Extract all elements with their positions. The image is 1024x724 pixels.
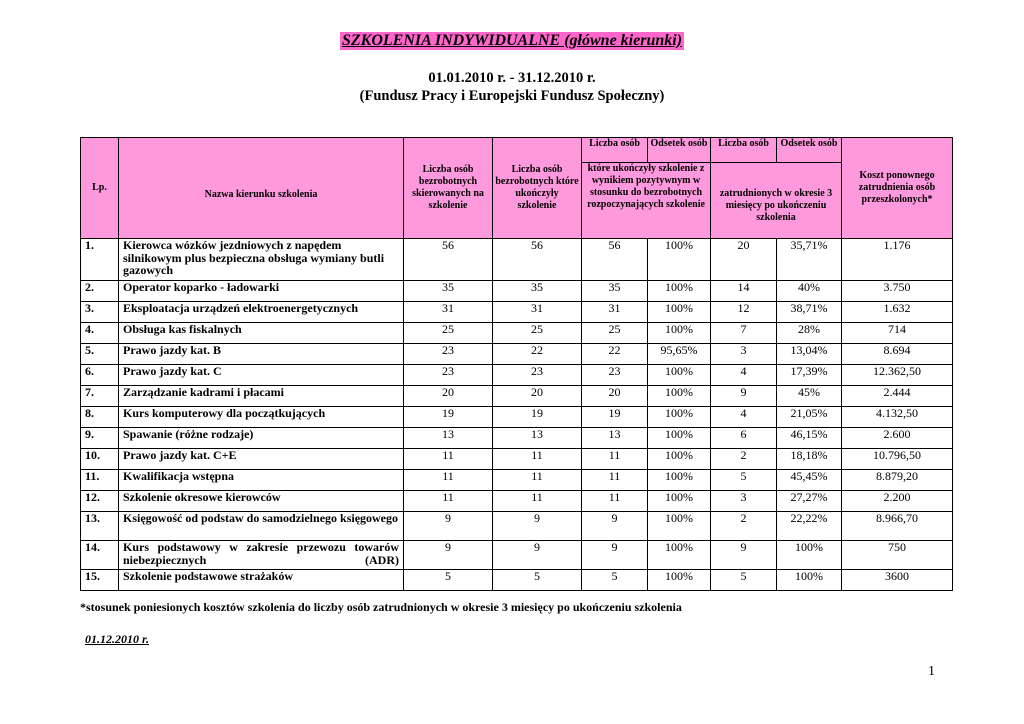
row-employed-pct: 17,39% <box>777 365 842 386</box>
row-positive: 25 <box>582 323 648 344</box>
row-employed-pct: 13,04% <box>777 344 842 365</box>
row-referred: 31 <box>404 302 493 323</box>
row-name: Kurs komputerowy dla początkujących <box>119 407 404 428</box>
row-positive: 56 <box>582 239 648 281</box>
header-positive-count: Liczba osób <box>582 138 648 163</box>
table-row <box>81 491 953 512</box>
row-cost: 2.600 <box>842 428 953 449</box>
period: 01.01.2010 r. - 31.12.2010 r. <box>428 70 596 86</box>
row-completed: 11 <box>493 470 582 491</box>
row-positive-pct: 100% <box>648 239 711 281</box>
row-positive-pct: 100% <box>648 512 711 541</box>
table-row <box>81 239 953 281</box>
row-completed: 9 <box>493 512 582 541</box>
row-employed-pct: 46,15% <box>777 428 842 449</box>
row-name: Księgowość od podstaw do samodzielnego księgowego <box>119 512 404 541</box>
row-employed-pct: 45% <box>777 386 842 407</box>
row-lp: 3. <box>81 302 119 323</box>
row-name: Kwalifikacja wstępna <box>119 470 404 491</box>
row-completed: 31 <box>493 302 582 323</box>
row-employed-pct: 27,27% <box>777 491 842 512</box>
row-referred: 20 <box>404 386 493 407</box>
table-row <box>81 470 953 491</box>
row-positive: 5 <box>582 570 648 591</box>
row-lp: 6. <box>81 365 119 386</box>
row-positive: 9 <box>582 512 648 541</box>
row-employed-pct: 45,45% <box>777 470 842 491</box>
row-cost: 2.200 <box>842 491 953 512</box>
header-positive-pct: Odsetek osób <box>648 138 711 163</box>
row-employed-pct: 100% <box>777 570 842 591</box>
row-lp: 13. <box>81 512 119 541</box>
row-completed: 11 <box>493 491 582 512</box>
row-positive-pct: 100% <box>648 365 711 386</box>
row-employed: 3 <box>711 344 777 365</box>
row-referred: 35 <box>404 281 493 302</box>
row-employed: 6 <box>711 428 777 449</box>
row-employed: 9 <box>711 541 777 570</box>
row-positive: 22 <box>582 344 648 365</box>
row-lp: 11. <box>81 470 119 491</box>
row-name: Szkolenie podstawowe strażaków <box>119 570 404 591</box>
row-cost: 3600 <box>842 570 953 591</box>
table-row <box>81 570 953 591</box>
row-lp: 5. <box>81 344 119 365</box>
row-employed-pct: 40% <box>777 281 842 302</box>
footnote: *stosunek poniesionych kosztów szkolenia do liczby osób zatrudnionych w okresie 3 miesięcy po ukończeniu szkolenia <box>80 600 682 614</box>
row-positive: 11 <box>582 470 648 491</box>
row-positive-pct: 100% <box>648 302 711 323</box>
row-completed: 25 <box>493 323 582 344</box>
table-row <box>81 449 953 470</box>
row-employed-pct: 38,71% <box>777 302 842 323</box>
header-employed-count: Liczba osób <box>711 138 777 163</box>
row-name: Obsługa kas fiskalnych <box>119 323 404 344</box>
row-referred: 56 <box>404 239 493 281</box>
row-completed: 56 <box>493 239 582 281</box>
row-employed: 4 <box>711 407 777 428</box>
row-positive-pct: 100% <box>648 470 711 491</box>
row-completed: 11 <box>493 449 582 470</box>
row-name: Operator koparko - ładowarki <box>119 281 404 302</box>
row-cost: 4.132,50 <box>842 407 953 428</box>
row-positive: 20 <box>582 386 648 407</box>
row-positive-pct: 100% <box>648 491 711 512</box>
row-positive: 13 <box>582 428 648 449</box>
row-positive: 35 <box>582 281 648 302</box>
row-employed: 2 <box>711 449 777 470</box>
row-referred: 11 <box>404 470 493 491</box>
row-referred: 19 <box>404 407 493 428</box>
row-completed: 5 <box>493 570 582 591</box>
row-name: Prawo jazdy kat. B <box>119 344 404 365</box>
table-row <box>81 541 953 570</box>
row-referred: 25 <box>404 323 493 344</box>
row-referred: 5 <box>404 570 493 591</box>
page-number: 1 <box>928 664 935 679</box>
row-completed: 22 <box>493 344 582 365</box>
document-date: 01.12.2010 r. <box>85 632 150 646</box>
row-positive: 9 <box>582 541 648 570</box>
row-positive-pct: 100% <box>648 407 711 428</box>
row-cost: 714 <box>842 323 953 344</box>
header-name: Nazwa kierunku szkolenia <box>119 138 404 239</box>
training-table <box>80 137 953 591</box>
row-positive-pct: 100% <box>648 449 711 470</box>
row-referred: 23 <box>404 365 493 386</box>
row-lp: 10. <box>81 449 119 470</box>
row-positive-pct: 100% <box>648 386 711 407</box>
row-referred: 9 <box>404 541 493 570</box>
row-cost: 3.750 <box>842 281 953 302</box>
row-positive-pct: 100% <box>648 281 711 302</box>
row-completed: 35 <box>493 281 582 302</box>
table-row <box>81 407 953 428</box>
row-employed: 12 <box>711 302 777 323</box>
row-lp: 2. <box>81 281 119 302</box>
row-cost: 10.796,50 <box>842 449 953 470</box>
row-cost: 8.966,70 <box>842 512 953 541</box>
row-positive-pct: 100% <box>648 428 711 449</box>
row-name: Eksploatacja urządzeń elektroenergetycznych <box>119 302 404 323</box>
row-name: Spawanie (różne rodzaje) <box>119 428 404 449</box>
row-employed-pct: 35,71% <box>777 239 842 281</box>
row-employed: 7 <box>711 323 777 344</box>
row-lp: 4. <box>81 323 119 344</box>
row-name: Prawo jazdy kat. C <box>119 365 404 386</box>
row-lp: 1. <box>81 239 119 281</box>
row-cost: 1.632 <box>842 302 953 323</box>
row-completed: 9 <box>493 541 582 570</box>
row-positive: 11 <box>582 449 648 470</box>
table-row <box>81 512 953 541</box>
row-employed: 14 <box>711 281 777 302</box>
table-row <box>81 302 953 323</box>
header-employed-desc: zatrudnionych w okresie 3 miesięcy po ukończeniu szkolenia <box>711 163 842 239</box>
row-lp: 7. <box>81 386 119 407</box>
row-lp: 9. <box>81 428 119 449</box>
row-name: Szkolenie okresowe kierowców <box>119 491 404 512</box>
row-cost: 1.176 <box>842 239 953 281</box>
row-name: Kurs podstawowy w zakresie przewozu towarów niebezpiecznych (ADR) <box>119 541 404 570</box>
fund-name: (Fundusz Pracy i Europejski Fundusz Społeczny) <box>359 88 665 104</box>
row-cost: 8.879,20 <box>842 470 953 491</box>
row-lp: 8. <box>81 407 119 428</box>
table-row <box>81 344 953 365</box>
document-title-wrap <box>0 32 1024 50</box>
header-completed: Liczba osób bezrobotnych które ukończyły szkolenie <box>493 138 582 239</box>
row-cost: 750 <box>842 541 953 570</box>
row-positive: 11 <box>582 491 648 512</box>
row-completed: 20 <box>493 386 582 407</box>
row-lp: 14. <box>81 541 119 570</box>
row-employed-pct: 28% <box>777 323 842 344</box>
row-cost: 12.362,50 <box>842 365 953 386</box>
row-cost: 2.444 <box>842 386 953 407</box>
row-referred: 13 <box>404 428 493 449</box>
row-completed: 13 <box>493 428 582 449</box>
document-title: SZKOLENIA INDYWIDUALNE (główne kierunki) <box>341 32 683 49</box>
row-referred: 9 <box>404 512 493 541</box>
row-positive-pct: 100% <box>648 570 711 591</box>
row-referred: 23 <box>404 344 493 365</box>
row-employed: 2 <box>711 512 777 541</box>
row-positive: 31 <box>582 302 648 323</box>
row-positive: 23 <box>582 365 648 386</box>
row-lp: 12. <box>81 491 119 512</box>
row-positive: 19 <box>582 407 648 428</box>
row-positive-pct: 100% <box>648 541 711 570</box>
row-employed: 9 <box>711 386 777 407</box>
row-completed: 23 <box>493 365 582 386</box>
table-row <box>81 428 953 449</box>
row-lp: 15. <box>81 570 119 591</box>
table-row <box>81 281 953 302</box>
row-employed: 5 <box>711 570 777 591</box>
table-row <box>81 386 953 407</box>
row-employed-pct: 18,18% <box>777 449 842 470</box>
row-name: Kierowca wózków jezdniowych z napędem silnikowym plus bezpieczna obsługa wymiany butli gazowych <box>119 239 404 281</box>
row-employed: 3 <box>711 491 777 512</box>
row-completed: 19 <box>493 407 582 428</box>
row-referred: 11 <box>404 491 493 512</box>
row-name: Prawo jazdy kat. C+E <box>119 449 404 470</box>
row-employed-pct: 22,22% <box>777 512 842 541</box>
header-lp: Lp. <box>81 138 119 239</box>
header-cost: Koszt ponownego zatrudnienia osób przeszkolonych* <box>842 138 953 239</box>
table-row <box>81 323 953 344</box>
row-name: Zarządzanie kadrami i płacami <box>119 386 404 407</box>
row-employed-pct: 21,05% <box>777 407 842 428</box>
header-referred: Liczba osób bezrobotnych skierowanych na szkolenie <box>404 138 493 239</box>
row-employed-pct: 100% <box>777 541 842 570</box>
table-row <box>81 365 953 386</box>
row-employed: 5 <box>711 470 777 491</box>
row-referred: 11 <box>404 449 493 470</box>
row-cost: 8.694 <box>842 344 953 365</box>
header-positive-desc: które ukończyły szkolenie z wynikiem pozytywnym w stosunku do bezrobotnych rozpoczynających szkolenie <box>582 163 711 239</box>
row-employed: 20 <box>711 239 777 281</box>
row-employed: 4 <box>711 365 777 386</box>
row-positive-pct: 95,65% <box>648 344 711 365</box>
row-positive-pct: 100% <box>648 323 711 344</box>
header-employed-pct: Odsetek osób <box>777 138 842 163</box>
